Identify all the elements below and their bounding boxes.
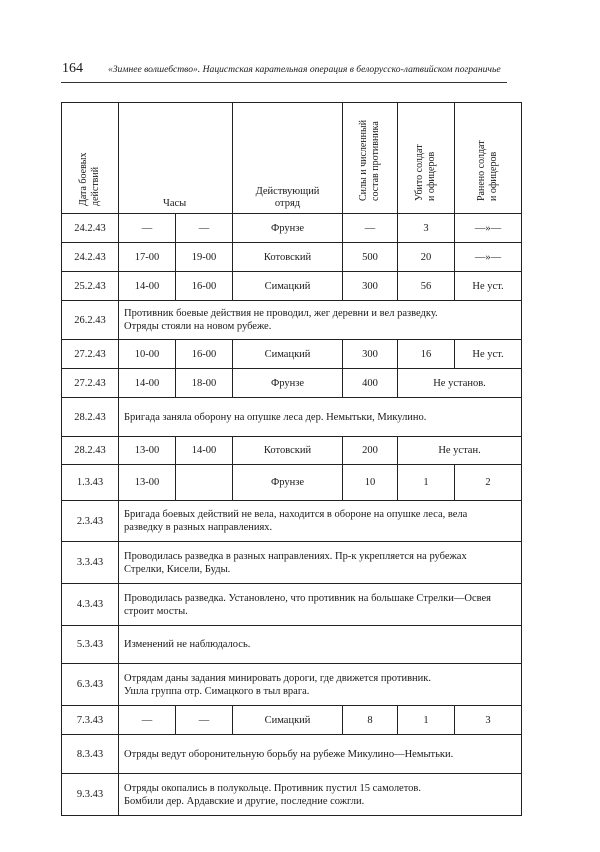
cell-to: — — [176, 706, 233, 735]
cell-note: Отряды окопались в полукольце. Противник пустил 15 самолетов. Бомбили дер. Ардавские и другие, последние сожгли. — [119, 774, 522, 816]
table-row — [62, 664, 522, 706]
cell-from: — — [119, 214, 176, 243]
cell-note: Проводилась разведка. Установлено, что противник на большаке Стрелки—Освея строит мосты. — [119, 584, 522, 626]
cell-date: 25.2.43 — [62, 272, 119, 301]
cell-forces: 400 — [343, 369, 398, 398]
cell-unit: Симацкий — [233, 340, 343, 369]
cell-to: 14-00 — [176, 437, 233, 465]
table-row — [62, 437, 522, 465]
table-row — [62, 243, 522, 272]
table-row — [62, 214, 522, 243]
header-killed: Убито солдат и офицеров — [398, 103, 455, 214]
cell-note: Бригада боевых действий не вела, находится в обороне на опушке леса, вела разведку в разных направлениях. — [119, 501, 522, 542]
cell-from: 14-00 — [119, 272, 176, 301]
cell-note: Бригада заняла оборону на опушке леса дер. Немытьки, Микулино. — [119, 398, 522, 437]
table-container — [61, 102, 507, 807]
cell-wounded: —»— — [455, 243, 522, 272]
cell-date: 27.2.43 — [62, 340, 119, 369]
header-rule — [61, 82, 507, 83]
cell-date: 28.2.43 — [62, 437, 119, 465]
cell-killed: 1 — [398, 706, 455, 735]
cell-from: 17-00 — [119, 243, 176, 272]
running-head: «Зимнее волшебство». Нацистская карательная операция в белорусско-латвийском пограничье — [108, 64, 501, 75]
header-row — [62, 103, 522, 214]
cell-forces: 300 — [343, 340, 398, 369]
cell-date: 7.3.43 — [62, 706, 119, 735]
cell-killed: 3 — [398, 214, 455, 243]
cell-from: 13-00 — [119, 465, 176, 501]
cell-unit: Симацкий — [233, 706, 343, 735]
table-row — [62, 398, 522, 437]
table-row — [62, 542, 522, 584]
table-row — [62, 501, 522, 542]
table-row — [62, 706, 522, 735]
cell-note: Изменений не наблюдалось. — [119, 626, 522, 664]
cell-forces: 8 — [343, 706, 398, 735]
cell-date: 24.2.43 — [62, 243, 119, 272]
cell-unit: Фрунзе — [233, 465, 343, 501]
cell-to — [176, 465, 233, 501]
cell-note: Противник боевые действия не проводил, жег деревни и вел разведку. Отряды стояли на новом рубеже. — [119, 301, 522, 340]
cell-note: Отряды ведут оборонительную борьбу на рубеже Микулино—Немытьки. — [119, 735, 522, 774]
header-date: Дата боевых действий — [62, 103, 119, 214]
cell-unit: Котовский — [233, 243, 343, 272]
table-row — [62, 774, 522, 816]
cell-date: 1.3.43 — [62, 465, 119, 501]
cell-from: 10-00 — [119, 340, 176, 369]
cell-wounded: 2 — [455, 465, 522, 501]
cell-date: 4.3.43 — [62, 584, 119, 626]
cell-to: 19-00 — [176, 243, 233, 272]
cell-unit: Фрунзе — [233, 214, 343, 243]
header-forces: Силы и численный состав противника — [343, 103, 398, 214]
cell-date: 5.3.43 — [62, 626, 119, 664]
header-wounded: Ранено солдат и офицеров — [455, 103, 522, 214]
cell-date: 2.3.43 — [62, 501, 119, 542]
cell-forces: 300 — [343, 272, 398, 301]
table-body — [62, 214, 522, 816]
cell-to: 16-00 — [176, 340, 233, 369]
cell-note: Отрядам даны задания минировать дороги, где движется противник. Ушла группа отр. Симацкого в тыл врага. — [119, 664, 522, 706]
table-row — [62, 369, 522, 398]
table-row — [62, 301, 522, 340]
cell-killed: 20 — [398, 243, 455, 272]
cell-unit: Симацкий — [233, 272, 343, 301]
page-number: 164 — [62, 61, 83, 76]
cell-to: 16-00 — [176, 272, 233, 301]
cell-date: 3.3.43 — [62, 542, 119, 584]
cell-killed: 16 — [398, 340, 455, 369]
cell-date: 26.2.43 — [62, 301, 119, 340]
header-unit: Действующий отряд — [233, 103, 343, 214]
cell-from: — — [119, 706, 176, 735]
header-hours: Часы — [119, 103, 233, 214]
cell-date: 24.2.43 — [62, 214, 119, 243]
cell-forces: 10 — [343, 465, 398, 501]
cell-note: Проводилась разведка в разных направлениях. Пр-к укрепляется на рубежах Стрелки, Кисели, Буды. — [119, 542, 522, 584]
cell-from: 13-00 — [119, 437, 176, 465]
cell-date: 6.3.43 — [62, 664, 119, 706]
table-row — [62, 340, 522, 369]
cell-to: — — [176, 214, 233, 243]
cell-unit: Котовский — [233, 437, 343, 465]
table-row — [62, 584, 522, 626]
cell-killed: 56 — [398, 272, 455, 301]
cell-date: 27.2.43 — [62, 369, 119, 398]
cell-wounded: —»— — [455, 214, 522, 243]
cell-wounded: Не уст. — [455, 340, 522, 369]
cell-from: 14-00 — [119, 369, 176, 398]
cell-unit: Фрунзе — [233, 369, 343, 398]
cell-to: 18-00 — [176, 369, 233, 398]
table-row — [62, 465, 522, 501]
table-row — [62, 735, 522, 774]
cell-date: 9.3.43 — [62, 774, 119, 816]
cell-forces: 200 — [343, 437, 398, 465]
cell-date: 8.3.43 — [62, 735, 119, 774]
table-row — [62, 626, 522, 664]
combat-table — [61, 102, 522, 816]
table-row — [62, 272, 522, 301]
cell-wounded: Не уст. — [455, 272, 522, 301]
cell-losses: Не установ. — [398, 369, 522, 398]
cell-wounded: 3 — [455, 706, 522, 735]
cell-date: 28.2.43 — [62, 398, 119, 437]
cell-forces: — — [343, 214, 398, 243]
cell-losses: Не устан. — [398, 437, 522, 465]
cell-forces: 500 — [343, 243, 398, 272]
cell-killed: 1 — [398, 465, 455, 501]
